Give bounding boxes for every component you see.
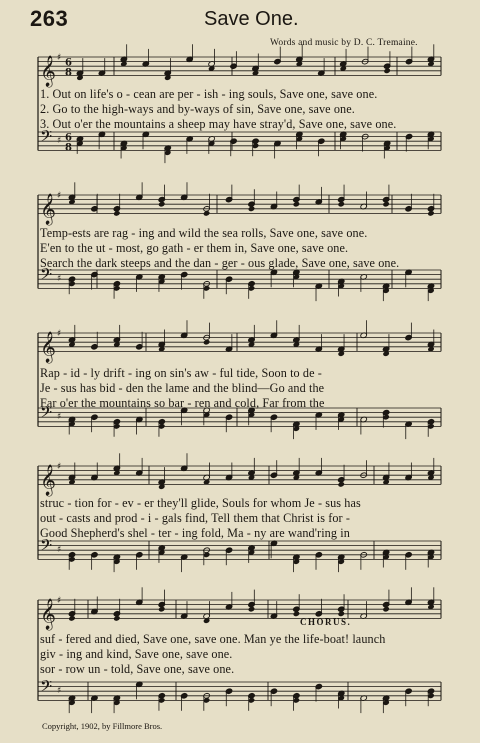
bass-clef-icon: 𝄢	[40, 403, 53, 426]
lyric-line: 2. Go to the high-ways and by-ways of sin, Save one, save one.	[40, 102, 355, 116]
bass-clef-icon: 𝄢	[40, 677, 53, 700]
hymn-number: 263	[30, 6, 69, 31]
verse-block-1	[40, 87, 460, 132]
copyright-notice: Copyright, 1902, by Fillmore Bros.	[42, 721, 163, 731]
time-signature-bottom: 8	[65, 67, 72, 79]
key-signature-sharp-icon: ♯	[57, 686, 62, 696]
lyric-line: 3. Out o'er the mountains a sheep may have stray'd, Save one, save one.	[40, 117, 397, 131]
bass-clef-icon: 𝄢	[40, 127, 53, 150]
lyric-line: out - casts and prod - i - gals find, Tell them that Christ is for -	[40, 511, 351, 525]
key-signature-sharp-icon: ♯	[57, 53, 62, 63]
treble-clef-icon: 𝄞	[40, 598, 56, 630]
lyric-line: E'en to the ut - most, go gath - er them in, Save one, save one.	[40, 241, 349, 255]
lyric-line: Far o'er the mountains so bar - ren and cold, Far from the	[40, 396, 325, 410]
treble-clef-icon: 𝄞	[40, 331, 56, 363]
hymn-title: Save One.	[204, 8, 299, 30]
key-signature-sharp-icon: ♯	[57, 412, 62, 422]
key-signature-sharp-icon: ♯	[57, 191, 62, 201]
key-signature-sharp-icon: ♯	[57, 274, 62, 284]
key-signature-sharp-icon: ♯	[57, 462, 62, 472]
bass-clef-icon: 𝄢	[40, 536, 53, 559]
time-signature-bottom: 8	[65, 142, 72, 154]
key-signature-sharp-icon: ♯	[57, 329, 62, 339]
time-signature-top: 6	[65, 57, 72, 69]
lyric-line: Rap - id - ly drift - ing on sin's aw - ful tide, Soon to de -	[40, 366, 322, 380]
lyric-line: Good Shepherd's shel - ter - ing fold, Ma - ny are wand'ring in	[40, 526, 350, 540]
lyric-line: giv - ing and kind, Save one, save one.	[40, 647, 233, 661]
key-signature-sharp-icon: ♯	[57, 545, 62, 555]
key-signature-sharp-icon: ♯	[57, 596, 62, 606]
treble-clef-icon: 𝄞	[40, 55, 56, 87]
verse-block-4	[40, 496, 460, 541]
words-and-music-credit: Words and music by D. C. Tremaine.	[270, 38, 418, 48]
lyric-line: Search the dark steeps and the dan - ger - ous glade, Save one, save one.	[40, 256, 400, 270]
lyric-line: sor - row un - told, Save one, save one.	[40, 662, 235, 676]
lyric-line: suf - fered and died, Save one, save one. Man ye the life-boat! launch	[40, 632, 386, 646]
verse-block-3	[40, 366, 460, 411]
treble-clef-icon: 𝄞	[40, 464, 56, 496]
verse-block-2	[40, 226, 460, 271]
time-signature-top: 6	[65, 132, 72, 144]
treble-clef-icon: 𝄞	[40, 193, 56, 225]
key-signature-sharp-icon: ♯	[57, 136, 62, 146]
lyric-line: Temp-ests are rag - ing and wild the sea rolls, Save one, save one.	[40, 226, 368, 240]
lyric-line: 1. Out on life's o - cean are per - ish - ing souls, Save one, save one.	[40, 87, 378, 101]
lyric-line: Je - sus has bid - den the lame and the blind—Go and the	[40, 381, 325, 395]
chorus-label: CHORUS.	[300, 617, 352, 627]
lyric-line: struc - tion for - ev - er they'll glide, Souls for whom Je - sus has	[40, 496, 361, 510]
verse-block-5	[40, 632, 460, 677]
bass-clef-icon: 𝄢	[40, 265, 53, 288]
